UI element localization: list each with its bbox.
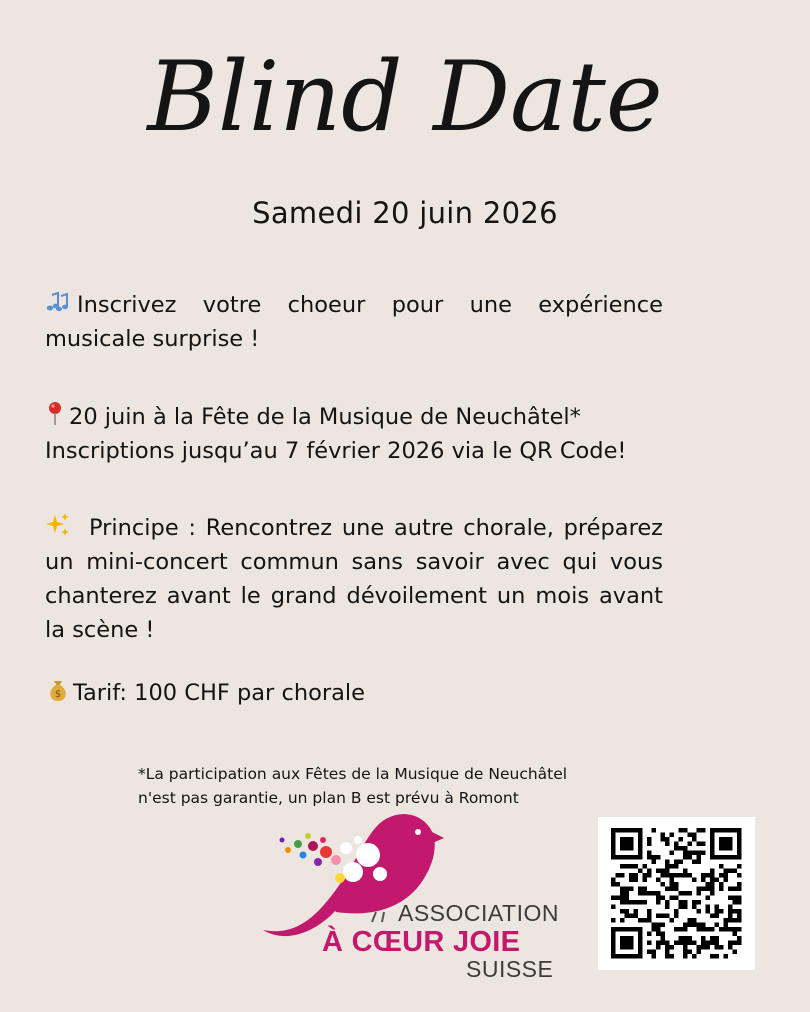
money-bag-icon <box>45 677 71 703</box>
section-location <box>45 400 663 468</box>
qr-code-icon <box>598 817 755 970</box>
footnote-line-1: *La participation aux Fêtes de la Musique de Neuchâtel <box>138 765 568 783</box>
event-title <box>0 18 810 183</box>
section-price <box>45 676 663 710</box>
musical-notes-icon <box>45 289 71 315</box>
logo-name: À CŒUR JOIE <box>322 926 521 958</box>
event-title-text: Blind Date <box>147 41 663 153</box>
qr-code[interactable] <box>598 817 755 970</box>
price-text: Tarif: 100 CHF par chorale <box>73 680 365 706</box>
event-date: Samedi 20 juin 2026 <box>252 196 558 230</box>
round-pushpin-icon <box>45 401 65 427</box>
footnote-line-2: n'est pas garantie, un plan B est prévu à Romont <box>138 789 519 807</box>
registration-deadline: Inscriptions jusqu’au 7 février 2026 via le QR Code! <box>45 438 627 464</box>
sparkles-icon <box>45 512 71 538</box>
location-text: 20 juin à la Fête de la Musique de Neuchâtel* <box>69 404 581 430</box>
section-register-text: Inscrivez votre choeur pour une expérience musicale surprise ! <box>45 292 663 352</box>
location-line <box>45 400 663 434</box>
logo-association: ASSOCIATION <box>398 900 559 926</box>
section-principle-text: Principe : Rencontrez une autre chorale, préparez un mini-concert commun sans savoir avec qui vous chanterez avant le grand dévoilement un mois avant la scène ! <box>45 515 663 643</box>
logo-country: SUISSE <box>466 956 554 982</box>
section-register <box>45 288 663 356</box>
section-principle <box>45 511 663 647</box>
svg-text:$: $ <box>54 689 62 700</box>
